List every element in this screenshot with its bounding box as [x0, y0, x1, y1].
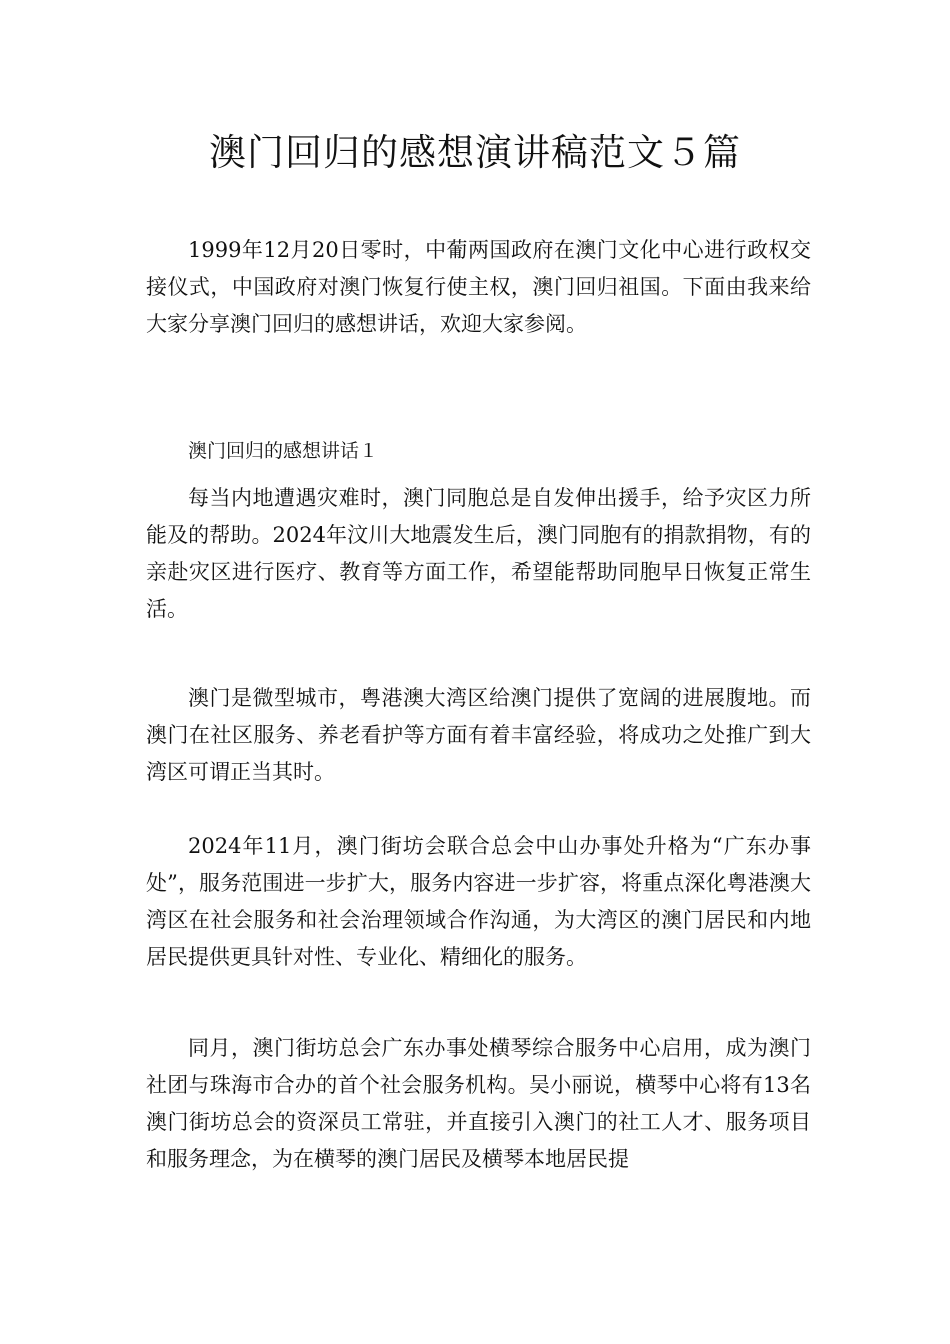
section-heading: 澳门回归的感想讲话１ — [188, 440, 379, 462]
document-title: 澳门回归的感想演讲稿范文５篇 — [209, 131, 741, 174]
body-paragraph-2: 澳门是微型城市，粤港澳大湾区给澳门提供了宽阔的进展腹地。而澳门在社区服务、养老看护等方面有着丰富经验，将成功之处推广到大湾区可谓正当其时。 — [146, 686, 811, 784]
body-paragraph-3: 2024年11月，澳门街坊会联合总会中山办事处升格为“广东办事处”，服务范围进一步扩大，服务内容进一步扩容，将重点深化粤港澳大湾区在社会服务和社会治理领域合作沟通，为大湾区的澳门居民和内地居民提供更具针对性、专业化、精细化的服务。 — [146, 834, 811, 969]
body-paragraph-1: 每当内地遭遇灾难时，澳门同胞总是自发伸出援手，给予灾区力所能及的帮助。2024年汶川大地震发生后，澳门同胞有的捐款捐物，有的亲赴灾区进行医疗、教育等方面工作，希望能帮助同胞早日恢复正常生活。 — [146, 486, 811, 621]
intro-paragraph: 1999年12月20日零时，中葡两国政府在澳门文化中心进行政权交接仪式，中国政府对澳门恢复行使主权，澳门回归祖国。下面由我来给大家分享澳门回归的感想讲话，欢迎大家参阅。 — [146, 238, 811, 336]
body-paragraph-4: 同月，澳门街坊总会广东办事处横琴综合服务中心启用，成为澳门社团与珠海市合办的首个社会服务机构。吴小丽说，横琴中心将有13名澳门街坊总会的资深员工常驻，并直接引入澳门的社工人才、服务项目和服务理念，为在横琴的澳门居民及横琴本地居民提 — [146, 1036, 811, 1171]
